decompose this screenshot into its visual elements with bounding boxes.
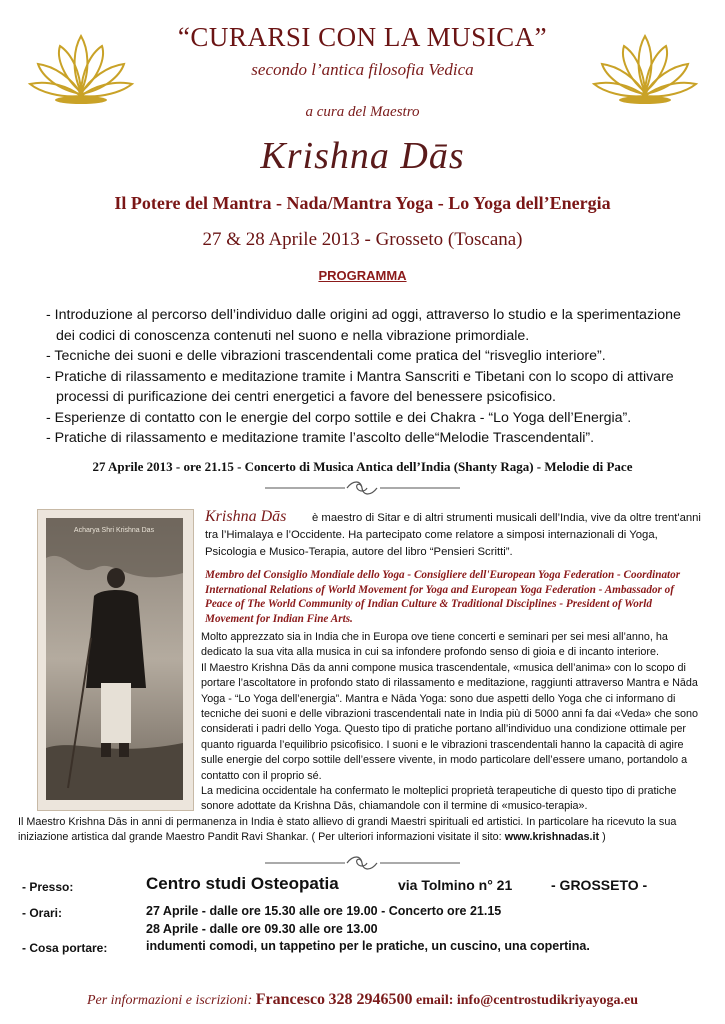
list-item: - Pratiche di rilassamento e meditazione tramite l’ascolto delle“Melodie Trascendentali”. bbox=[46, 430, 595, 446]
page-title: “CURARSI CON LA MUSICA” bbox=[177, 22, 548, 52]
programma-list bbox=[46, 305, 696, 449]
programma-heading: PROGRAMMA bbox=[318, 268, 407, 283]
page-subtitle: secondo l’antica filosofia Vedica bbox=[251, 60, 474, 79]
list-item: - Esperienze di contatto con le energie del corpo sottile e dei Chakra - “Lo Yoga dell’Energia”. bbox=[46, 409, 632, 426]
schedule-day-1: 27 Aprile - dalle ore 15.30 alle ore 19.00 - Concerto ore 21.15 bbox=[146, 904, 502, 918]
master-name: Krishna Dās bbox=[260, 135, 465, 177]
bio-paragraph: Molto apprezzato sia in India che in Europa ove tiene concerti e seminari per sei mesi all’anno, ha dedicato la sua vita alla musica in cui sa infondere profondo senso di gioia e di incanto interiore. bbox=[201, 631, 668, 659]
schedule-day-2: 28 Aprile - dalle ore 09.30 alle ore 13.00 bbox=[146, 922, 378, 936]
email-label: email: bbox=[416, 993, 454, 1008]
bring-label: - Cosa portare: bbox=[22, 941, 108, 955]
venue-address: via Tolmino n° 21 bbox=[398, 877, 513, 893]
portrait-image bbox=[46, 518, 183, 800]
portrait-photo bbox=[37, 509, 194, 811]
presso-label: - Presso: bbox=[22, 880, 74, 894]
concert-line: 27 Aprile 2013 - ore 21.15 - Concerto di Musica Antica dell’India (Shanty Raga) - Melodie di Pace bbox=[92, 459, 633, 474]
orari-label: - Orari: bbox=[22, 906, 63, 920]
bio-intro-text: è maestro di Sitar e di altri strumenti musicali dell’India, vive da oltre trent'anni tra l’Himalaya e l’Occidente. Ha partecipato come relatore a simposi internazionali di Yoga, Psicologia e Musico-Terapia, autore del libro “Pensieri Scritti”. bbox=[205, 512, 701, 558]
event-headline: Il Potere del Mantra - Nada/Mantra Yoga - Lo Yoga dell’Energia bbox=[114, 193, 611, 213]
training-note-text: Il Maestro Krishna Dās in anni di permanenza in India è stato allievo di grandi Maestri spirituali ed artistici. In particolare ha ricevuto la sua iniziazione artistica dal grande Maestro Pandit Ravi Shankar. ( Per ulteriori informazioni visitate il sito: bbox=[18, 816, 677, 844]
contact-email[interactable]: info@centrostudikriyayoga.eu bbox=[456, 993, 639, 1008]
bio-body bbox=[201, 630, 706, 815]
photo-caption: Acharya Shri Krishna Das bbox=[73, 527, 155, 534]
curated-by: a cura del Maestro bbox=[305, 104, 420, 120]
event-dates: 27 & 28 Aprile 2013 - Grosseto (Toscana) bbox=[202, 229, 523, 250]
bio-paragraph: La medicina occidentale ha confermato le molteplici proprietà terapeutiche di questo tipo di pratiche sonore adottate da Krishna Dās, chiamandole con il termine di «musico-terapia». bbox=[201, 785, 677, 813]
contact-line bbox=[0, 991, 725, 1009]
list-item: - Pratiche di rilassamento e meditazione tramite i Mantra Sanscriti e Tibetani con lo scopo di attivare processi di purificazione dei centri energetici a favore del benessere psicofisico. bbox=[46, 368, 674, 405]
ornament-divider-icon bbox=[265, 480, 460, 496]
website-link[interactable]: www.krishnadas.it bbox=[504, 831, 600, 844]
training-note bbox=[18, 815, 713, 846]
list-item: - Introduzione al percorso dell’individuo dalle origini ad oggi, attraverso lo studio e la sperimentazione dei codici di conoscenza contenuti nel suono e nella vibrazione primordiale. bbox=[46, 307, 681, 344]
training-note-close: ) bbox=[599, 831, 606, 844]
venue-city: - GROSSETO - bbox=[551, 877, 648, 893]
ornament-divider-icon bbox=[265, 855, 460, 871]
list-item: - Tecniche dei suoni e delle vibrazioni trascendentali come pratica del “risveglio interiore”. bbox=[46, 348, 606, 364]
contact-phone[interactable]: 328 2946500 bbox=[328, 991, 413, 1008]
venue-name: Centro studi Osteopatia bbox=[146, 874, 339, 893]
contact-person: Francesco bbox=[255, 991, 326, 1008]
bio-roles: Membro del Consiglio Mondiale dello Yoga - Consigliere dell'European Yoga Federation - Coordinator International Relations of World Movement for Yoga and European Yoga Federation - Ambassador of Peace of The World Community of Indian Culture & Traditional Disciplines - President of World Movement for Indian Fine Arts. bbox=[205, 569, 681, 625]
contact-label: Per informazioni e iscrizioni: bbox=[86, 993, 253, 1008]
bio-paragraph: Il Maestro Krishna Dās da anni compone musica trascendentale, «musica dell’anima» con lo scopo di portare l’ascoltatore in profondo stato di rilassamento e meditazione, raggiunti attraverso Mantra e Nāda Yoga - “Lo Yoga dell’energia”. Mantra e Nāda Yoga: sono due aspetti dello Yoga che ci informano di tecniche dei suoni e delle vibrazioni trascendentali nate in India più di 5000 anni fa dai «Veda» che sono considerati i padri dello Yoga. Questo tipo di pratiche portano all’individuo una condizione ottimale per quanto riguarda l’equilibrio psicofisico. I suoni e le vibrazioni trascendentali hanno la capacità di agire sulle energie del corpo sottile dell’essere vivente, in modo particolare dell’essere umano, portandolo a contatto con il proprio sé. bbox=[201, 661, 699, 782]
bio-name: Krishna Dās bbox=[205, 508, 287, 525]
bring-items: indumenti comodi, un tappetino per le pratiche, un cuscino, una copertina. bbox=[146, 939, 590, 953]
